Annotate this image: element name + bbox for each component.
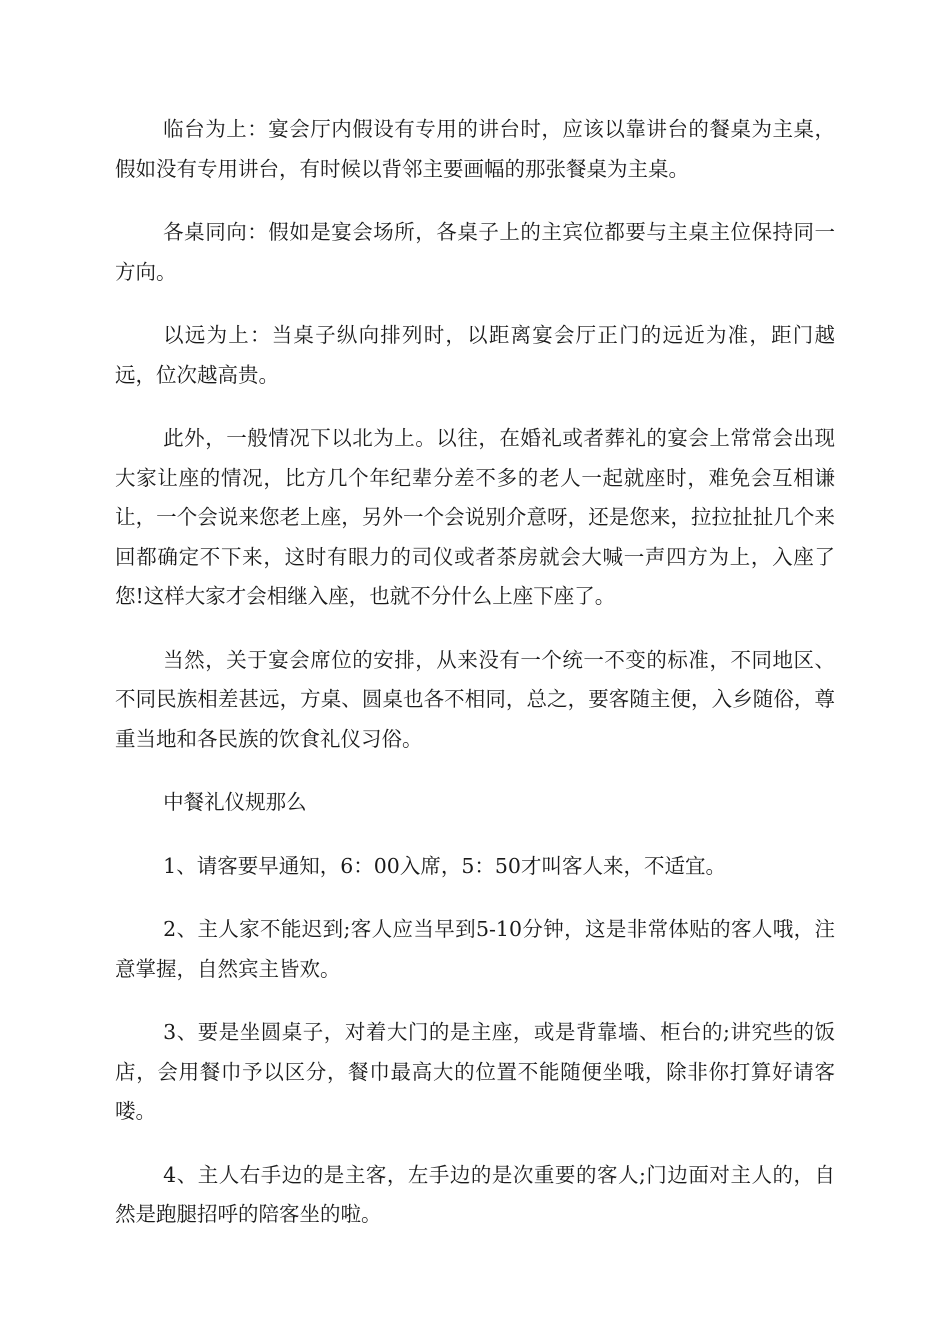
list-item-3: 3、要是坐圆桌子，对着大门的是主座，或是背靠墙、柜台的;讲究些的饭店，会用餐巾予以区分，餐巾最高大的位置不能随便坐哦，除非你打算好请客喽。 <box>115 1020 835 1123</box>
document-body <box>115 110 835 1235</box>
paragraph-distance-rule: 以远为上：当桌子纵向排列时，以距离宴会厅正门的远近为准，距门越远，位次越高贵。 <box>115 323 835 387</box>
paragraph-same-direction-rule: 各桌同向：假如是宴会场所，各桌子上的主宾位都要与主桌主位保持同一方向。 <box>115 220 835 284</box>
section-heading-chinese-dining-rules: 中餐礼仪规那么 <box>163 790 307 814</box>
list-item-4: 4、主人右手边的是主客，左手边的是次重要的客人;门边面对主人的，自然是跑腿招呼的陪客坐的啦。 <box>115 1162 835 1226</box>
paragraph-no-standard: 当然，关于宴会席位的安排，从来没有一个统一不变的标准，不同地区、不同民族相差甚远，方桌、圆桌也各不相同，总之，要客随主便，入乡随俗，尊重当地和各民族的饮食礼仪习俗。 <box>115 647 835 751</box>
paragraph-podium-rule: 临台为上：宴会厅内假设有专用的讲台时，应该以靠讲台的餐桌为主桌，假如没有专用讲台，有时候以背邻主要画幅的那张餐桌为主桌。 <box>115 117 835 181</box>
paragraph-north-rule: 此外，一般情况下以北为上。以往，在婚礼或者葬礼的宴会上常常会出现大家让座的情况，比方几个年纪辈分差不多的老人一起就座时，难免会互相谦让，一个会说来您老上座，另外一个会说别介意呀，还是您来，拉拉扯扯几个来回都确定不下来，这时有眼力的司仪或者茶房就会大喊一声四方为上，入座了您!这样大家才会相继入座，也就不分什么上座下座了。 <box>115 426 835 608</box>
list-item-1: 1、请客要早通知，6：00入席，5：50才叫客人来，不适宜。 <box>163 853 726 878</box>
list-item-2: 2、主人家不能迟到;客人应当早到5-10分钟，这是非常体贴的客人哦，注意掌握，自然宾主皆欢。 <box>115 917 835 981</box>
